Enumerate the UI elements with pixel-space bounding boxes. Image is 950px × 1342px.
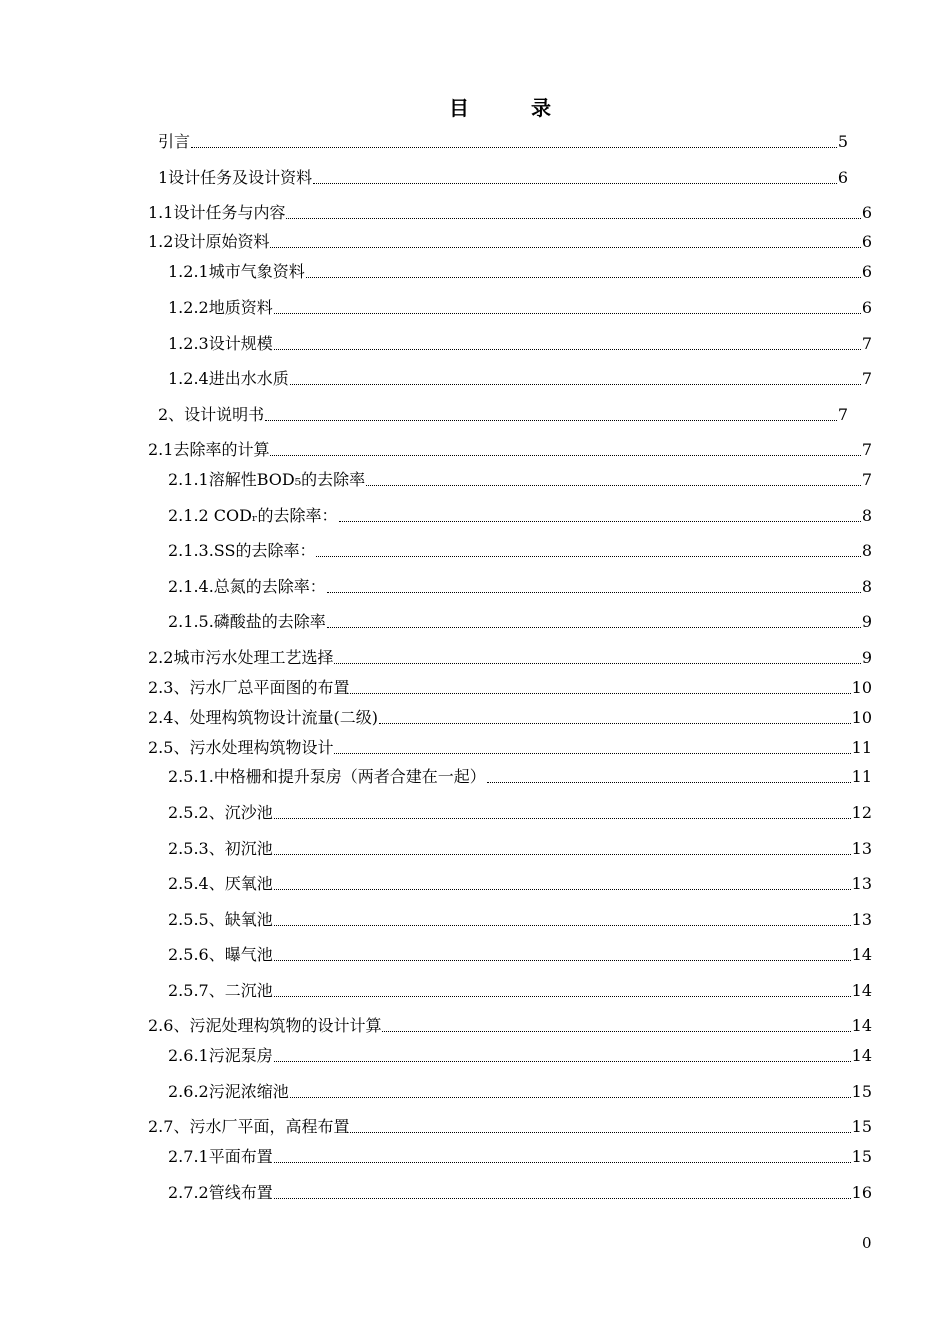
toc-entry[interactable] [148,438,872,460]
toc-entry[interactable] [168,801,872,823]
toc-entry[interactable] [148,230,872,252]
toc-entry-label: 2.4、处理构筑物设计流量(二级) [148,708,378,727]
toc-dot-leader [286,214,860,219]
toc-dot-leader [274,309,861,314]
toc-entry[interactable] [148,676,872,698]
toc-title [0,92,950,121]
toc-entry[interactable] [148,736,872,758]
toc-entry-page: 14 [851,945,872,964]
toc-entry-page: 12 [851,803,872,822]
toc-entry-label: 2.5、污水处理构筑物设计 [148,738,334,757]
toc-entry[interactable] [158,166,848,188]
toc-entry-page: 5 [837,132,848,151]
toc-dot-leader [274,850,851,855]
toc-entry-page: 14 [851,981,872,1000]
toc-entry[interactable] [168,908,872,930]
toc-dot-leader [274,921,851,926]
toc-dot-leader [274,1194,851,1199]
toc-entry[interactable] [168,260,872,282]
toc-entry[interactable] [158,403,848,425]
toc-entry-page: 8 [861,577,872,596]
toc-entry-page: 6 [861,262,872,281]
toc-entry-label: 引言 [158,132,191,151]
toc-entry-label: 2、设计说明书 [158,405,265,424]
toc-entry[interactable] [168,837,872,859]
toc-entry[interactable] [168,575,872,597]
toc-dot-leader [382,1027,850,1032]
toc-entry-page: 15 [851,1147,872,1166]
toc-entry-page: 15 [851,1117,872,1136]
toc-entry[interactable] [148,706,872,728]
toc-entry-label: 2.7.1平面布置 [168,1147,273,1166]
toc-entry[interactable] [168,1044,872,1066]
toc-dot-leader [327,623,861,628]
toc-entry-label: 2.1.3.SS的去除率： [168,541,316,560]
toc-entry[interactable] [168,979,872,1001]
toc-dot-leader [274,814,851,819]
toc-dot-leader [191,143,837,148]
toc-entry[interactable] [168,332,872,354]
toc-entry-page: 9 [861,648,872,667]
toc-dot-leader [487,778,851,783]
toc-entry-label: 1.2.4进出水水质 [168,369,289,388]
toc-entry[interactable] [168,1080,872,1102]
toc-dot-leader [379,719,851,724]
toc-dot-leader [265,416,837,421]
toc-entry-label: 2.2城市污水处理工艺选择 [148,648,334,667]
toc-dot-leader [350,1128,850,1133]
toc-entry-page: 7 [861,470,872,489]
toc-entry-page: 8 [861,541,872,560]
toc-title-part1: 目 [449,96,469,120]
toc-dot-leader [274,992,851,997]
toc-dot-leader [327,588,861,593]
toc-entry-label: 1.2.2地质资料 [168,298,273,317]
toc-entry-page: 15 [851,1082,872,1101]
toc-entry-page: 14 [851,1046,872,1065]
toc-entry-label: 2.1.2 CODᵣ的去除率： [168,506,338,525]
toc-dot-leader [306,273,861,278]
toc-entry-label: 1.2.1城市气象资料 [168,262,305,281]
toc-entry-page: 9 [861,612,872,631]
toc-entry-page: 7 [861,334,872,353]
toc-entry[interactable] [168,539,872,561]
toc-entry-label: 2.6.2污泥浓缩池 [168,1082,289,1101]
toc-dot-leader [270,243,860,248]
toc-entry[interactable] [168,367,872,389]
toc-entry-label: 2.5.6、曝气池 [168,945,273,964]
toc-entry-label: 1.1设计任务与内容 [148,203,286,222]
toc-entry-label: 2.5.4、厌氧池 [168,874,273,893]
toc-dot-leader [316,552,860,557]
toc-dot-leader [334,749,850,754]
toc-dot-leader [339,517,861,522]
toc-entry-page: 6 [861,298,872,317]
toc-dot-leader [290,1093,851,1098]
toc-entry[interactable] [158,130,848,152]
toc-dot-leader [350,689,850,694]
toc-entry-page: 8 [861,506,872,525]
toc-entry[interactable] [168,765,872,787]
toc-entry[interactable] [148,1014,872,1036]
toc-entry-page: 10 [851,678,872,697]
toc-entry-page: 13 [851,839,872,858]
toc-entry-label: 2.5.2、沉沙池 [168,803,273,822]
toc-entry-label: 2.5.7、二沉池 [168,981,273,1000]
toc-dot-leader [270,451,860,456]
toc-entry[interactable] [148,646,872,668]
toc-entry-page: 10 [851,708,872,727]
toc-dot-leader [274,956,851,961]
toc-entry-label: 1设计任务及设计资料 [158,168,313,187]
toc-dot-leader [290,380,861,385]
toc-entry[interactable] [148,1115,872,1137]
toc-entry-label: 2.1.4.总氮的去除率： [168,577,326,596]
toc-entry[interactable] [168,943,872,965]
toc-entry[interactable] [168,610,872,632]
toc-entry[interactable] [148,201,872,223]
toc-entry-label: 1.2.3设计规模 [168,334,273,353]
toc-entry-label: 2.3、污水厂总平面图的布置 [148,678,350,697]
toc-entry-label: 2.5.3、初沉池 [168,839,273,858]
toc-entry-page: 16 [851,1183,872,1202]
toc-entry-page: 13 [851,910,872,929]
toc-title-part2: 录 [531,96,551,120]
toc-entry-label: 2.6.1污泥泵房 [168,1046,273,1065]
toc-entry-label: 2.5.1.中格栅和提升泵房（两者合建在一起） [168,767,486,786]
toc-entry-label: 2.5.5、缺氧池 [168,910,273,929]
toc-entry[interactable] [168,468,872,490]
toc-entry[interactable] [168,296,872,318]
toc-dot-leader [334,659,860,664]
toc-entry-label: 2.6、污泥处理构筑物的设计计算 [148,1016,382,1035]
toc-dot-leader [274,345,861,350]
toc-entry-page: 13 [851,874,872,893]
page-number: 0 [862,1234,872,1252]
toc-entry-label: 2.1.1溶解性BOD₅的去除率 [168,470,366,489]
toc-entry-page: 11 [851,738,872,757]
toc-entry-page: 6 [861,232,872,251]
toc-dot-leader [274,885,851,890]
toc-entry[interactable] [168,1145,872,1167]
toc-entry-label: 2.7.2管线布置 [168,1183,273,1202]
toc-dot-leader [313,179,837,184]
toc-entry-page: 7 [861,440,872,459]
toc-entry-page: 14 [851,1016,872,1035]
toc-entry-label: 2.1去除率的计算 [148,440,270,459]
toc-entry-page: 6 [861,203,872,222]
toc-entry-label: 1.2设计原始资料 [148,232,270,251]
toc-entry-page: 6 [837,168,848,187]
toc-entry-label: 2.1.5.磷酸盐的去除率 [168,612,326,631]
toc-entry[interactable] [168,504,872,526]
toc-dot-leader [366,481,861,486]
toc-dot-leader [274,1158,851,1163]
toc-entry[interactable] [168,1181,872,1203]
toc-entry-page: 11 [851,767,872,786]
toc-entry-page: 7 [861,369,872,388]
toc-entry[interactable] [168,872,872,894]
toc-entry-page: 7 [837,405,848,424]
toc-entry-label: 2.7、污水厂平面，高程布置 [148,1117,350,1136]
toc-dot-leader [274,1057,851,1062]
